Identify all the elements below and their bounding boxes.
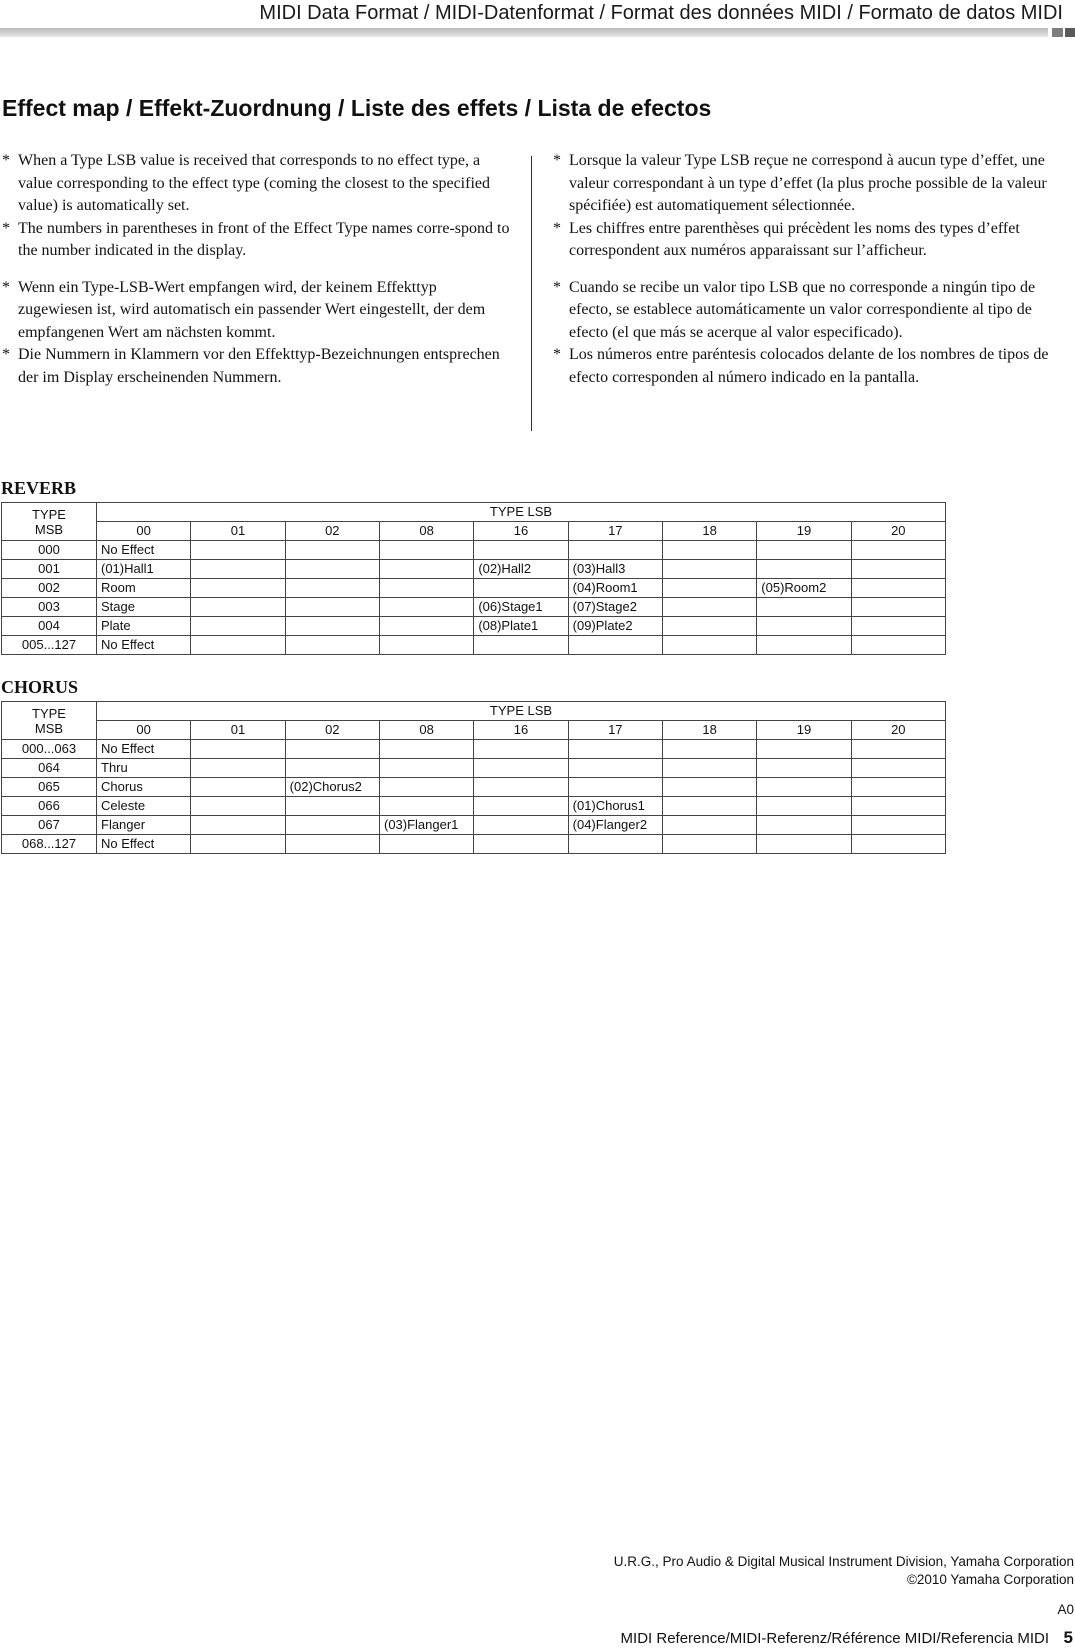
type-msb-label-2: MSB [34,521,64,537]
lsb-column-header: 08 [379,522,473,541]
note-asterisk: * [2,152,10,169]
effect-cell: (04)Flanger2 [568,816,662,835]
effect-cell [474,541,568,560]
effect-cell [285,797,379,816]
effect-cell [568,759,662,778]
effect-cell: Room [97,579,191,598]
effect-cell [191,579,285,598]
note-text: When a Type LSB value is received that corresponds to no effect type, a value corresponding to the effect type (coming the closest to the specified value) is automatically set. [18,152,490,214]
table-row [2,778,946,797]
msb-cell: 065 [2,778,97,797]
type-msb-header [2,503,97,541]
table-row [2,598,946,617]
notes-left-column [2,150,514,403]
section-title: Effect map / Effekt-Zuordnung / Liste des effets / Lista de efectos [2,95,712,121]
effect-cell [851,579,945,598]
effect-cell: (03)Hall3 [568,560,662,579]
lsb-column-header: 19 [757,721,851,740]
table-row [2,617,946,636]
column-divider [531,156,532,431]
effect-cell: Stage [97,598,191,617]
effect-cell [757,617,851,636]
effect-cell [662,778,756,797]
effect-cell [285,740,379,759]
header-rule [0,28,1048,37]
table-row [2,835,946,854]
note-asterisk: * [553,152,561,169]
lsb-column-header: 17 [568,721,662,740]
lsb-column-header: 17 [568,522,662,541]
note-asterisk: * [553,346,561,363]
effect-cell [474,835,568,854]
lsb-column-header: 00 [97,721,191,740]
note-item [2,150,514,218]
msb-cell: 067 [2,816,97,835]
note-asterisk: * [2,346,10,363]
msb-cell: 001 [2,560,97,579]
effect-cell: Flanger [97,816,191,835]
effect-cell [757,560,851,579]
effect-cell [379,835,473,854]
note-text: Wenn ein Type-LSB-Wert empfangen wird, der keinem Effekttyp zugewiesen ist, wird automatisch ein passender Wert eingestellt, der dem empfangenen Wert am nächsten kommt. [18,278,486,341]
effect-cell [379,778,473,797]
effect-cell [379,636,473,655]
effect-cell [757,778,851,797]
table-row [2,636,946,655]
type-msb-header [2,702,97,740]
table-row [2,579,946,598]
msb-cell: 004 [2,617,97,636]
lsb-column-header: 20 [851,522,945,541]
effect-cell [662,816,756,835]
effect-cell [851,759,945,778]
reverb-effect-table [1,502,946,655]
effect-cell [285,541,379,560]
lsb-column-header: 16 [474,522,568,541]
effect-cell [568,835,662,854]
note-asterisk: * [2,219,10,237]
msb-cell: 000...063 [2,740,97,759]
effect-cell: (05)Room2 [757,579,851,598]
notes-english [2,150,514,263]
effect-cell [757,740,851,759]
effect-cell [851,560,945,579]
effect-cell [757,598,851,617]
page-header-title: MIDI Data Format / MIDI-Datenformat / Format des données MIDI / Formato de datos MIDI [259,2,1063,24]
effect-cell: No Effect [97,740,191,759]
note-asterisk: * [2,278,10,296]
effect-cell: No Effect [97,636,191,655]
effect-cell [568,740,662,759]
effect-cell [379,797,473,816]
msb-cell: 005...127 [2,636,97,655]
effect-cell [568,541,662,560]
lsb-column-header: 01 [191,522,285,541]
lsb-column-header: 01 [191,721,285,740]
effect-cell [474,759,568,778]
effect-cell [191,759,285,778]
msb-cell: 064 [2,759,97,778]
effect-cell [662,835,756,854]
note-item [553,150,1065,218]
effect-cell [191,617,285,636]
msb-cell: 068...127 [2,835,97,854]
effect-cell [474,816,568,835]
notes-right-column [553,150,1065,403]
effect-cell [662,579,756,598]
note-item [553,344,1065,389]
effect-cell [191,598,285,617]
note-item [2,344,514,389]
note-item [2,277,514,345]
type-msb-label-2: MSB [34,720,64,736]
note-text: Los números entre paréntesis colocados delante de los nombres de tipos de efecto corresponden al número indicado en la pantalla. [569,346,1049,386]
table-row [2,759,946,778]
effect-cell [474,740,568,759]
effect-cell [191,740,285,759]
note-item [553,277,1065,345]
effect-cell [757,636,851,655]
effect-cell [757,759,851,778]
effect-cell [379,617,473,636]
effect-cell: Plate [97,617,191,636]
table-header-row [2,503,946,522]
effect-cell: Thru [97,759,191,778]
lsb-column-header: 02 [285,522,379,541]
table-row [2,740,946,759]
effect-cell [851,541,945,560]
msb-cell: 002 [2,579,97,598]
table-row [2,541,946,560]
table-row [2,797,946,816]
effect-cell [851,740,945,759]
effect-cell [379,560,473,579]
footer-code: A0 [1057,1602,1074,1617]
lsb-column-header: 00 [97,522,191,541]
effect-cell [285,617,379,636]
footer-copyright: ©2010 Yamaha Corporation [906,1572,1074,1587]
lsb-column-header: 18 [662,721,756,740]
header-square-light [1052,28,1063,37]
lsb-column-header: 16 [474,721,568,740]
effect-cell [851,617,945,636]
effect-cell [662,797,756,816]
footer-reference: MIDI Reference/MIDI-Referenz/Référence MIDI/Referencia MIDI [620,1630,1049,1647]
lsb-column-header: 18 [662,522,756,541]
notes-german [2,277,514,390]
effect-cell [379,598,473,617]
page-number: 5 [1063,1628,1073,1647]
effect-cell: (08)Plate1 [474,617,568,636]
type-lsb-header: TYPE LSB [97,702,946,721]
effect-cell [662,541,756,560]
lsb-column-header: 02 [285,721,379,740]
effect-cell [285,598,379,617]
note-item [2,218,514,263]
footer-company: U.R.G., Pro Audio & Digital Musical Instrument Division, Yamaha Corporation [613,1554,1074,1569]
note-text: Lorsque la valeur Type LSB reçue ne correspond à aucun type d’effet, une valeur correspondant à un type d’effet (la plus proche possible de la valeur spécifiée) est automatiquement sélectionnée. [569,152,1047,214]
lsb-column-header: 08 [379,721,473,740]
effect-cell [851,797,945,816]
note-text: Die Nummern in Klammern vor den Effekttyp-Bezeichnungen entsprechen der im Display erscheinenden Nummern. [18,346,500,386]
effect-cell [285,579,379,598]
msb-cell: 000 [2,541,97,560]
msb-cell: 003 [2,598,97,617]
effect-cell [191,797,285,816]
effect-cell: No Effect [97,541,191,560]
effect-cell [851,778,945,797]
effect-cell [379,759,473,778]
effect-cell [191,816,285,835]
effect-cell [757,797,851,816]
effect-cell [851,636,945,655]
effect-cell: (06)Stage1 [474,598,568,617]
effect-cell [285,759,379,778]
msb-cell: 066 [2,797,97,816]
reverb-table-title: REVERB [1,478,77,498]
lsb-column-header: 20 [851,721,945,740]
note-text: The numbers in parentheses in front of the Effect Type names corre-spond to the number indicated in the display. [18,219,510,259]
effect-cell: Chorus [97,778,191,797]
effect-cell [851,598,945,617]
effect-cell [285,816,379,835]
effect-cell [191,778,285,797]
type-lsb-header: TYPE LSB [97,503,946,522]
chorus-table-title: CHORUS [1,677,79,697]
header-square-dark [1065,28,1075,37]
effect-cell: (02)Hall2 [474,560,568,579]
effect-cell [285,636,379,655]
effect-cell [568,636,662,655]
type-msb-label-1: TYPE [32,506,66,522]
effect-cell [757,541,851,560]
effect-cell [757,835,851,854]
effect-cell [474,579,568,598]
effect-cell [474,636,568,655]
effect-cell [191,560,285,579]
chorus-effect-table [1,701,946,854]
note-asterisk: * [553,278,561,296]
notes-spanish [553,277,1065,390]
effect-cell: (02)Chorus2 [285,778,379,797]
effect-cell [851,835,945,854]
effect-cell: (09)Plate2 [568,617,662,636]
effect-cell: Celeste [97,797,191,816]
table-row [2,816,946,835]
effect-cell [379,740,473,759]
effect-cell [851,816,945,835]
effect-cell: (04)Room1 [568,579,662,598]
effect-cell: (07)Stage2 [568,598,662,617]
lsb-column-row [2,522,946,541]
notes-french [553,150,1065,263]
effect-cell [757,816,851,835]
effect-cell [285,560,379,579]
effect-cell: (03)Flanger1 [379,816,473,835]
type-msb-label-1: TYPE [32,705,66,721]
lsb-column-header: 19 [757,522,851,541]
effect-cell [662,617,756,636]
table-row [2,560,946,579]
note-text: Cuando se recibe un valor tipo LSB que no corresponde a ningún tipo de efecto, se establece automáticamente un valor correspondiente al tipo de efecto (el que más se acerque al valor especificado). [569,278,1036,341]
effect-cell [474,778,568,797]
effect-cell: (01)Hall1 [97,560,191,579]
note-text: Les chiffres entre parenthèses qui précèdent les noms des types d’effet correspondent aux numéros apparaissant sur l’afficheur. [569,219,1020,259]
effect-cell [191,835,285,854]
effect-cell: No Effect [97,835,191,854]
effect-cell [474,797,568,816]
effect-cell [662,560,756,579]
effect-cell [662,598,756,617]
effect-cell [662,636,756,655]
effect-cell [662,759,756,778]
effect-cell [191,636,285,655]
effect-cell [379,541,473,560]
effect-cell: (01)Chorus1 [568,797,662,816]
note-asterisk: * [553,219,561,237]
effect-cell [285,835,379,854]
effect-cell [662,740,756,759]
effect-cell [379,579,473,598]
note-item [553,218,1065,263]
lsb-column-row [2,721,946,740]
effect-cell [191,541,285,560]
effect-cell [568,778,662,797]
table-header-row [2,702,946,721]
